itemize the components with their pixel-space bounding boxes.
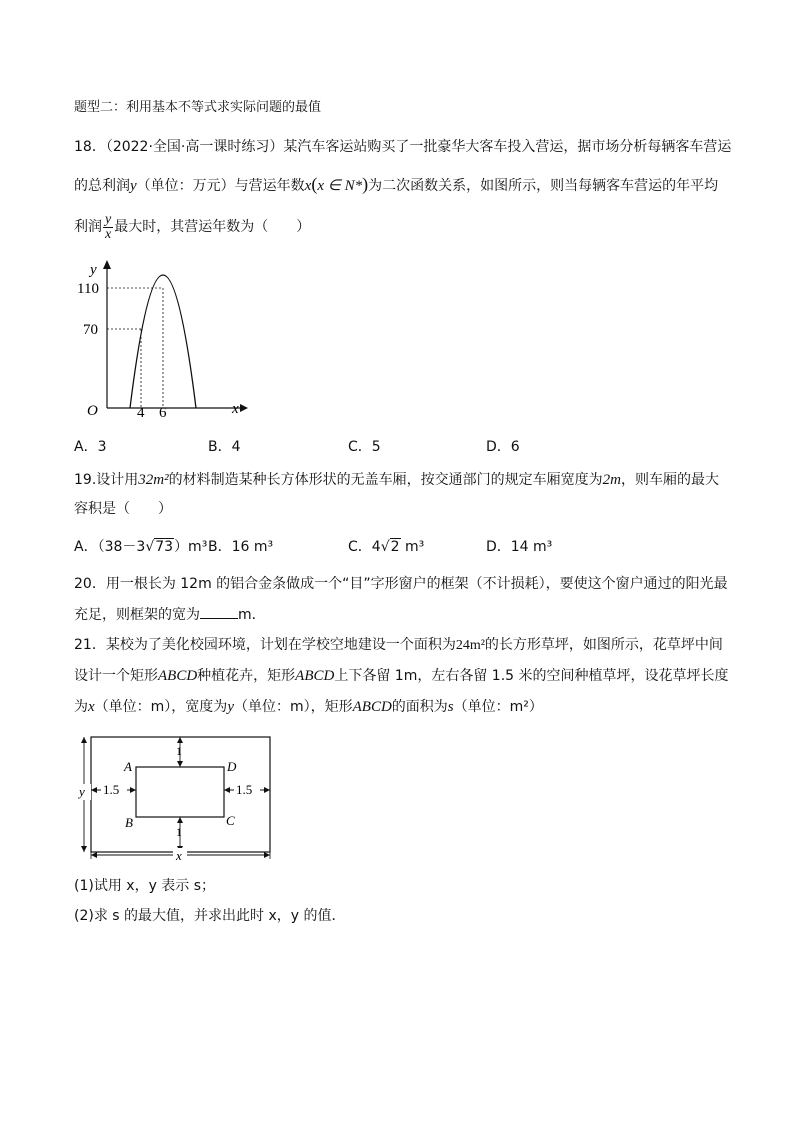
q18-text: 为二次函数关系，如图所示，则当每辆客车营运的年平均 xyxy=(368,178,719,194)
q18-parabola-graph xyxy=(72,255,252,420)
q18-line-3 xyxy=(74,212,310,242)
q19-option-c-suffix: m³ xyxy=(400,539,425,555)
flower-rect-abcd xyxy=(136,767,224,817)
q21-abcd: ABCD xyxy=(295,668,335,684)
q20-line-1: 20．用一根长为 12m 的铝合金条做成一个“目”字形窗户的框架（不计损耗），要使这个窗户通过的阳光最 xyxy=(74,576,728,592)
arrowhead xyxy=(224,787,230,793)
q21-var-y: y xyxy=(227,699,234,715)
y-axis-label: y xyxy=(90,262,97,278)
q19-text: 的材料制造某种长方体形状的无盖车厢，按交通部门的规定车厢宽度为 xyxy=(168,472,603,488)
q18-var-y: y xyxy=(130,178,137,194)
q19-option-a-suffix: ）m³ xyxy=(174,539,208,555)
q18-source: （2022·全国·高一课时练习） xyxy=(105,139,284,155)
arrowhead xyxy=(130,787,136,793)
q21-line-2 xyxy=(74,666,729,686)
arrowhead xyxy=(264,787,270,793)
arrowhead xyxy=(177,817,183,823)
q21-text: （单位：m），宽度为 xyxy=(94,699,228,715)
x-tick-4: 4 xyxy=(137,405,145,420)
q21-area: 24m² xyxy=(455,638,485,653)
q19-option-c xyxy=(348,537,424,557)
q18-option-d: D．6 xyxy=(486,439,520,455)
origin-label: O xyxy=(87,403,98,419)
q18-text: 利润 xyxy=(74,219,102,235)
y-tick-110: 110 xyxy=(77,281,99,297)
q21-text: 上下各留 1m，左右各留 1.5 米的空间种植草坪，设花草坪长度 xyxy=(334,668,729,684)
fraction-numerator: y xyxy=(105,211,112,227)
q20-line-2 xyxy=(74,604,266,625)
q20-text: m． xyxy=(238,607,266,623)
q18-option-b: B．4 xyxy=(208,439,241,455)
q21-lawn-figure xyxy=(70,732,280,864)
q19-text: 19.设计用 xyxy=(74,472,139,488)
q19-text: ，则车厢的最大 xyxy=(620,472,719,488)
width-label-x: x xyxy=(176,848,182,863)
arrowhead xyxy=(91,852,97,858)
vertex-b: B xyxy=(125,815,133,830)
q21-text: 的面积为 xyxy=(391,699,448,715)
q20-text: 充足，则框架的宽为 xyxy=(74,607,200,623)
sqrt-sign: √ xyxy=(145,539,155,555)
arrowhead xyxy=(91,787,97,793)
arrowhead xyxy=(264,852,270,858)
y-axis-arrow xyxy=(103,260,111,269)
q18-line-1 xyxy=(74,137,731,157)
q18-text: 最大时，其营运年数为（ ） xyxy=(114,219,311,235)
vertex-d: D xyxy=(227,759,237,774)
q21-text: 种植花卉，矩形 xyxy=(197,668,296,684)
q19-line-2: 容积是（ ） xyxy=(74,501,172,517)
q21-var-x: x xyxy=(88,699,95,715)
vertex-a: A xyxy=(124,759,132,774)
q21-text: 的长方形草坪，如图所示，花草坪中间 xyxy=(484,637,723,653)
answer-blank[interactable] xyxy=(200,604,238,619)
arrowhead xyxy=(177,737,183,743)
q18-number: 18． xyxy=(74,139,106,155)
q19-option-a xyxy=(74,537,207,557)
arrowhead xyxy=(177,761,183,767)
q19-width: 2m xyxy=(602,472,621,488)
q18-option-a: A．3 xyxy=(74,439,107,455)
q18-fraction xyxy=(103,213,113,242)
q21-abcd: ABCD xyxy=(352,699,392,715)
q18-line-2: 的总利润y（单位：万元）与营运年数x(x ∈ N*)为二次函数关系，如图所示，则当每辆客车营运的年平均 xyxy=(74,174,719,194)
q19-option-b: B．16 m³ xyxy=(208,539,274,555)
sqrt-sign: √ xyxy=(380,539,390,555)
height-label-y: y xyxy=(79,784,85,799)
vertex-c: C xyxy=(226,813,235,828)
top-gap-label: 1 xyxy=(176,744,182,758)
q18-text: 某汽车客运站购买了一批豪华大客车投入营运，据市场分析每辆客车营运 xyxy=(283,139,732,155)
q18-condition: x ∈ N* xyxy=(317,178,363,194)
x-axis-label: x xyxy=(232,401,239,417)
q21-text: 设计一个矩形 xyxy=(74,668,158,684)
q21-text: （单位：m²） xyxy=(453,699,543,715)
arrowhead xyxy=(81,737,87,743)
q19-option-d: D．14 m³ xyxy=(486,539,553,555)
q19-line-1 xyxy=(74,470,719,490)
q18-option-c: C．5 xyxy=(348,439,381,455)
arrowhead xyxy=(81,846,87,852)
x-tick-6: 6 xyxy=(159,405,167,420)
q21-abcd: ABCD xyxy=(158,668,198,684)
q19-option-c-radicand: 2 xyxy=(390,539,400,555)
q18-text: 的总利润 xyxy=(74,178,130,194)
q21-part-1: (1)试用 x，y 表示 s； xyxy=(74,878,216,894)
q19-option-a-radicand: 73 xyxy=(155,539,174,555)
q19-area: 32m² xyxy=(138,472,169,488)
y-tick-70: 70 xyxy=(83,322,98,338)
bottom-gap-label: 1 xyxy=(176,825,182,839)
q21-text: （单位：m），矩形 xyxy=(233,699,353,715)
q21-text: 21．某校为了美化校园环境，计划在学校空地建设一个面积为 xyxy=(74,637,456,653)
q21-line-3 xyxy=(74,697,543,717)
x-axis-arrow xyxy=(240,404,248,412)
left-gap-label: 1.5 xyxy=(103,782,120,797)
section-title: 题型二：利用基本不等式求实际问题的最值 xyxy=(74,100,322,115)
fraction-denominator: x xyxy=(105,226,112,242)
q21-line-1 xyxy=(74,635,723,656)
q18-text: （单位：万元）与营运年数 xyxy=(136,178,305,194)
q19-option-c-prefix: C．4 xyxy=(348,539,381,555)
right-gap-label: 1.5 xyxy=(236,782,253,797)
q21-part-2: (2)求 s 的最大值，并求出此时 x，y 的值． xyxy=(74,908,346,924)
q19-option-a-prefix: A．（38－3 xyxy=(74,539,146,555)
q21-text: 为 xyxy=(74,699,88,715)
q18-var-x: x xyxy=(304,178,312,194)
q21-var-s: s xyxy=(447,699,454,715)
